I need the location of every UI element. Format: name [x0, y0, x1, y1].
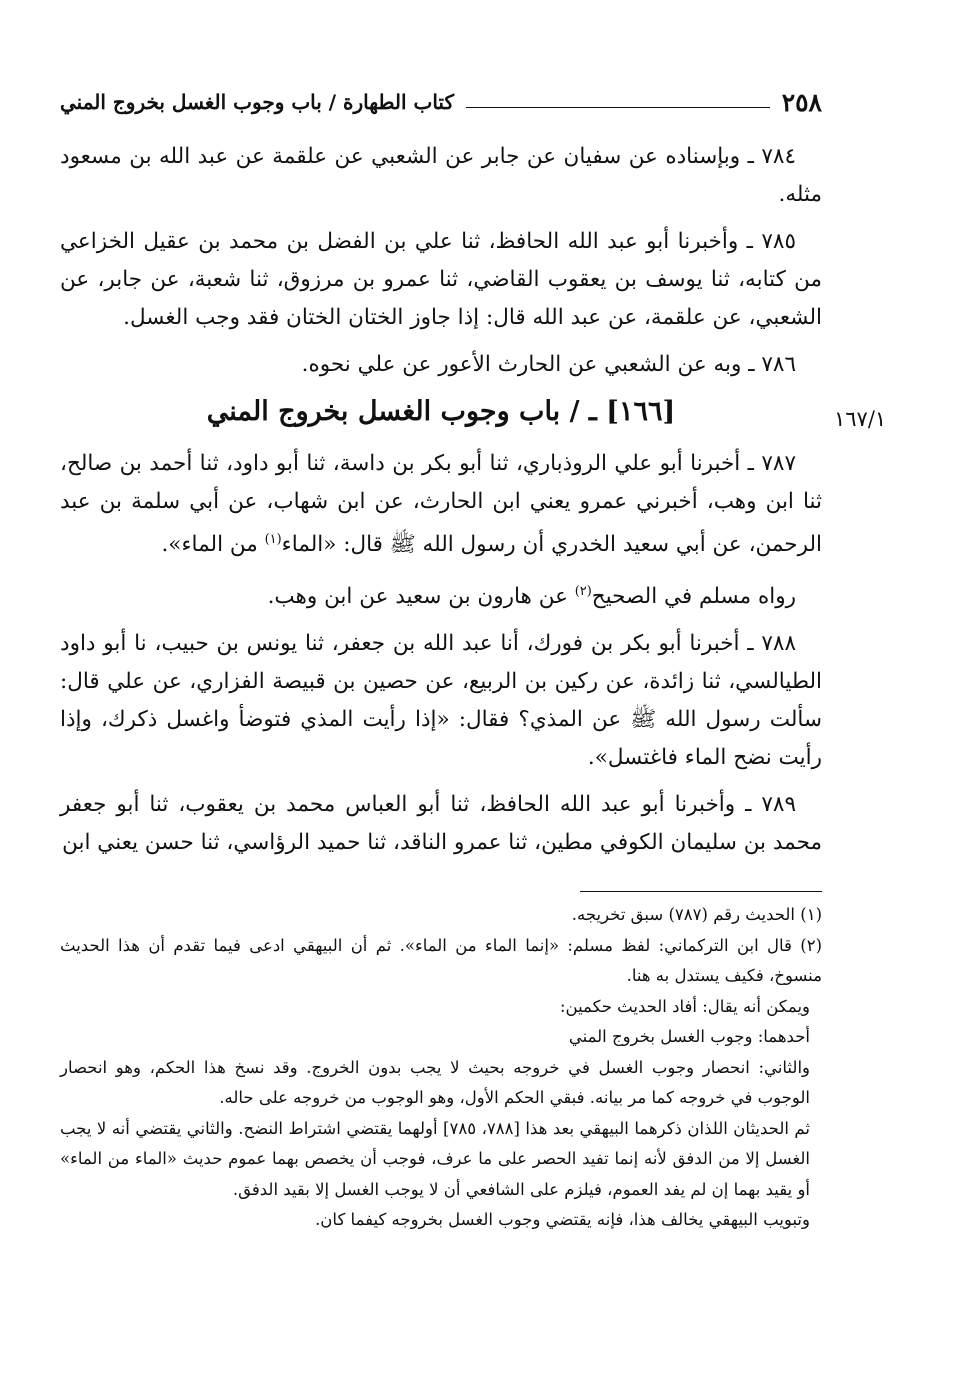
hadith-787-end: من الماء».: [161, 532, 265, 558]
footnote-2: (٢) قال ابن التركماني: لفظ مسلم: «إنما الماء من الماء». ثم أن البيهقي ادعى فيما تقدم أن هذا الحديث منسوخ، فكيف يستدل به هنا.: [60, 935, 822, 985]
header-rule: [466, 107, 770, 108]
muslim-narration-text: رواه مسلم في الصحيح: [591, 584, 796, 610]
chapter-heading: [١٦٦] ـ / باب وجوب الغسل بخروج المني: [206, 396, 676, 427]
footnote-2-part-e: وتبويب البيهقي يخالف هذا، فإنه يقتضي وجوب الغسل بخروجه كيفما كان.: [315, 1210, 810, 1229]
hadith-786: ٧٨٦ ـ وبه عن الشعبي عن الحارث الأعور عن علي نحوه.: [301, 352, 796, 377]
footnote-2-part-d: ثم الحديثان اللذان ذكرهما البيهقي بعد هذا [٧٨٨، ٧٨٥] أولهما يقتضي اشتراط النضح. والثاني يقتضي أنه لا يجب الغسل إلا من الدفق لأنه إنما تفيد الحصر على ما عرف، فوجب أن يخصص بهما عموم حديث «الماء من الماء» أو يقيد بهما إن لم يفد العموم، فيلزم على الشافعي أن لا يوجب الغسل إلا بقيد الدفق.: [60, 1118, 811, 1199]
page-number: ٢٥٨: [781, 87, 822, 117]
margin-reference: ١٦٧/١: [834, 407, 887, 431]
footnote-1: (١) الحديث رقم (٧٨٧) سبق تخريجه.: [571, 905, 822, 924]
footnote-2-part-b: أحدهما: وجوب الغسل بخروج المني: [568, 1027, 810, 1046]
running-title: كتاب الطهارة / باب وجوب الغسل بخروج المني: [60, 90, 454, 114]
footnotes: [60, 900, 822, 1236]
muslim-narration-end: عن هارون بن سعيد عن ابن وهب.: [267, 584, 575, 610]
footnote-separator: [580, 891, 822, 892]
hadith-785: ٧٨٥ ـ وأخبرنا أبو عبد الله الحافظ، ثنا علي بن الفضل بن محمد بن عقيل الخزاعي من كتابه، ثنا يوسف بن يعقوب القاضي، ثنا عمرو بن مرزوق، ثنا شعبة، عن جابر، عن الشعبي، عن علقمة، عن عبد الله قال: إذا جاوز الختان الختان فقد وجب الغسل.: [60, 229, 822, 330]
hadith-787-text: ٧٨٧ ـ أخبرنا أبو علي الروذباري، ثنا أبو بكر بن داسة، ثنا أبو داود، ثنا أحمد بن صالح، ثنا ابن وهب، أخبرني عمرو يعني ابن الحارث، عن ابن شهاب، عن أبي سلمة بن عبد الرحمن، عن أبي سعيد الخدري أن رسول الله ﷺ قال: «الماء: [60, 451, 822, 558]
hadith-789: ٧٨٩ ـ وأخبرنا أبو عبد الله الحافظ، ثنا أبو العباس محمد بن يعقوب، ثنا أبو جعفر محمد بن سليمان الكوفي مطين، ثنا عمرو الناقد، ثنا حميد الرؤاسي، ثنا حسن يعني ابن: [60, 792, 822, 856]
footnote-ref-2: (٢): [574, 584, 592, 600]
footnote-ref-1: (١): [264, 532, 282, 547]
page-header: [60, 82, 822, 122]
hadith-787: [60, 445, 822, 564]
hadith-784: ٧٨٤ ـ وبإسناده عن سفيان عن جابر عن الشعبي عن علقمة عن عبد الله بن مسعود مثله.: [60, 144, 822, 207]
footnote-2-part-a: ويمكن أنه يقال: أفاد الحديث حكمين:: [559, 996, 810, 1016]
muslim-narration: [60, 573, 822, 616]
main-text: [60, 138, 822, 871]
footnote-2-part-c: والثاني: انحصار وجوب الغسل في خروجه بحيث لا يجب بدون الخروج. وقد نسخ هذا الحكم، وهو انحصار الوجوب في خروجه كما مر بيانه. فبقي الحكم الأول، وهو الوجوب من خروجه على حاله.: [60, 1057, 810, 1107]
hadith-788: ٧٨٨ ـ أخبرنا أبو بكر بن فورك، أنا عبد الله بن جعفر، ثنا يونس بن حبيب، نا أبو داود الطيالسي، ثنا زائدة، عن ركين بن الربيع، عن حصين بن قبيصة الفزاري، عن علي قال: سألت رسول الله ﷺ عن المذي؟ فقال: «إذا رأيت المذي فتوضأ واغسل ذكرك، وإذا رأيت نضح الماء فاغتسل».: [60, 631, 822, 771]
